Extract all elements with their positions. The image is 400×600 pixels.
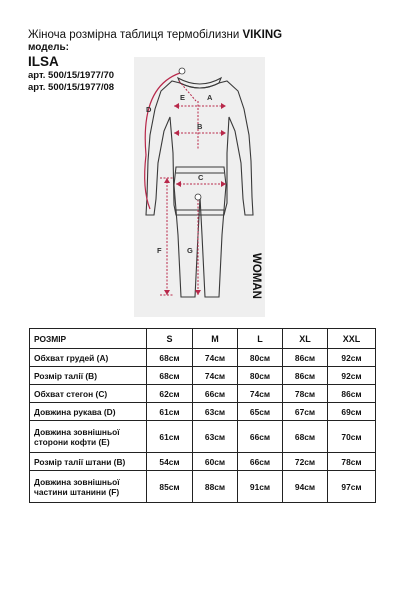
size-diagram (134, 57, 265, 317)
measure-lines (160, 81, 226, 295)
marker-c: C (198, 173, 204, 182)
table-cell: 88см (193, 471, 238, 503)
marker-e: E (180, 93, 186, 102)
table-row (30, 471, 376, 503)
table-cell: 69см (328, 403, 376, 421)
header-s: S (147, 329, 193, 349)
row-label: Розмір талії штани (B) (30, 453, 147, 471)
table-cell: 65см (238, 403, 283, 421)
row-label: Довжина зовнішньої сторони кофти (E) (30, 421, 147, 453)
title-text: Жіноча розмірна таблиця термобілизни (28, 29, 243, 41)
header-xl: XL (283, 329, 328, 349)
table-cell: 68см (283, 421, 328, 453)
table-row (30, 453, 376, 471)
brand-name: VIKING (242, 29, 283, 41)
size-table (29, 328, 376, 503)
article-number-2: арт. 500/15/1977/08 (28, 82, 115, 93)
table-cell: 80см (238, 349, 283, 367)
table-cell: 66см (238, 421, 283, 453)
arrow-b-right (221, 130, 226, 136)
table-cell: 62см (147, 385, 193, 403)
table-cell: 86см (283, 349, 328, 367)
table-cell: 66см (238, 453, 283, 471)
row-label: Довжина рукава (D) (30, 403, 147, 421)
table-cell: 63см (193, 403, 238, 421)
model-label: модель: (28, 42, 69, 53)
table-cell: 80см (238, 367, 283, 385)
header-l: L (238, 329, 283, 349)
article-number-1: арт. 500/15/1977/70 (28, 70, 115, 81)
table-cell: 74см (193, 349, 238, 367)
header-m: M (193, 329, 238, 349)
table-row (30, 421, 376, 453)
table-cell: 86см (328, 385, 376, 403)
table-cell: 68см (147, 367, 193, 385)
model-name: ILSA (28, 54, 59, 69)
woman-side-label: WOMAN (250, 253, 262, 299)
marker-b: B (197, 122, 203, 131)
table-cell: 86см (283, 367, 328, 385)
table-header-row (30, 329, 376, 349)
measure-arrows (164, 103, 226, 295)
table-cell: 67см (283, 403, 328, 421)
marker-dot-top (179, 68, 185, 74)
table-cell: 61см (147, 403, 193, 421)
table-cell: 68см (147, 349, 193, 367)
table-cell: 97см (328, 471, 376, 503)
table-cell: 94см (283, 471, 328, 503)
arrow-c-left (176, 181, 181, 187)
collar-outline (178, 78, 221, 88)
table-cell: 61см (147, 421, 193, 453)
garment-illustration (134, 57, 265, 317)
pants-outline (174, 167, 226, 297)
table-row (30, 403, 376, 421)
marker-d: D (146, 105, 152, 114)
arrow-b-left (174, 130, 179, 136)
table-cell: 54см (147, 453, 193, 471)
table-row (30, 367, 376, 385)
table-cell: 91см (238, 471, 283, 503)
marker-f: F (157, 246, 162, 255)
measure-arc-d (145, 73, 180, 155)
table-cell: 74см (238, 385, 283, 403)
table-cell: 66см (193, 385, 238, 403)
table-cell: 70см (328, 421, 376, 453)
arrow-a-right (221, 103, 226, 109)
marker-a: A (207, 93, 213, 102)
header-size: РОЗМІР (30, 329, 147, 349)
table-cell: 92см (328, 349, 376, 367)
marker-g: G (187, 246, 193, 255)
row-label: Обхват стегон (C) (30, 385, 147, 403)
table-cell: 85см (147, 471, 193, 503)
table-cell: 92см (328, 367, 376, 385)
marker-dot-crotch (195, 194, 201, 200)
header-xxl: XXL (328, 329, 376, 349)
page-title (28, 28, 388, 42)
row-label: Обхват грудей (A) (30, 349, 147, 367)
table-cell: 74см (193, 367, 238, 385)
table-cell: 60см (193, 453, 238, 471)
table-row (30, 349, 376, 367)
table-cell: 63см (193, 421, 238, 453)
table-cell: 72см (283, 453, 328, 471)
bottom-garment (174, 167, 226, 297)
table-cell: 78см (283, 385, 328, 403)
arrow-f-bottom (164, 290, 170, 295)
row-label: Розмір талії (B) (30, 367, 147, 385)
table-row (30, 385, 376, 403)
row-label: Довжина зовнішньої частини штанини (F) (30, 471, 147, 503)
arrow-a-left (174, 103, 179, 109)
table-cell: 78см (328, 453, 376, 471)
arrow-f-top (164, 178, 170, 183)
arrow-g-bottom (195, 290, 201, 295)
